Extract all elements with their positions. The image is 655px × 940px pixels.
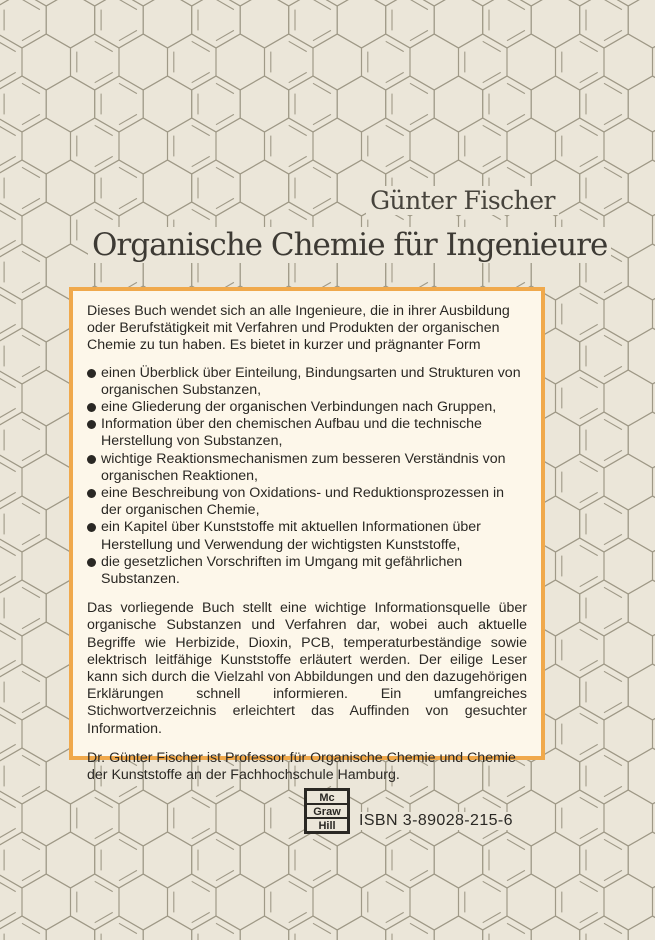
hexagon-shape	[507, 118, 556, 174]
hexagon-shape	[95, 832, 144, 888]
hexagon-shape	[289, 160, 338, 216]
hexagon-shape	[628, 496, 655, 552]
feature-text: eine Gliederung der organischen Verbindungen nach Gruppen,	[101, 399, 497, 416]
hexagon-shape	[313, 34, 362, 90]
hexagon-shape	[410, 874, 459, 930]
hexagon-shape	[362, 0, 411, 6]
hexagon-shape	[386, 0, 435, 48]
feature-text: einen Überblick über Einteilung, Bindungsarten und Strukturen von organischen Substanzen,	[101, 364, 521, 398]
hexagon-shape	[556, 538, 605, 594]
hexagon-shape	[556, 454, 605, 510]
hexagon-shape	[556, 790, 605, 846]
feature-item	[87, 519, 527, 553]
hexagon-shape	[628, 916, 655, 940]
hexagon-shape	[386, 832, 435, 888]
hexagon-shape	[95, 0, 144, 48]
hexagon-shape	[531, 916, 580, 940]
hexagon-shape	[143, 76, 192, 132]
double-bond-line	[119, 0, 137, 10]
hexagon-shape	[483, 76, 532, 132]
hexagon-shape	[459, 34, 508, 90]
hexagon-shape	[386, 916, 435, 940]
hexagon-shape	[240, 0, 289, 48]
hexagon-shape	[265, 34, 314, 90]
hexagon-shape	[22, 286, 71, 342]
hexagon-shape	[580, 160, 629, 216]
hexagon-shape	[71, 790, 120, 846]
hexagon-shape	[192, 916, 241, 940]
author-name: Günter Fischer	[366, 186, 559, 215]
hexagon-shape	[0, 370, 22, 426]
hexagon-shape	[362, 874, 411, 930]
svg-text:Mc: Mc	[319, 792, 335, 804]
hexagon-shape	[386, 76, 435, 132]
hexagon-shape	[434, 76, 483, 132]
hexagon-shape	[531, 76, 580, 132]
hexagon-shape	[240, 916, 289, 940]
double-bond-line	[22, 0, 40, 10]
hexagon-shape	[628, 580, 655, 636]
hexagon-shape	[95, 160, 144, 216]
hexagon-shape	[119, 790, 168, 846]
hexagon-shape	[46, 76, 94, 132]
hexagon-shape	[0, 118, 22, 174]
hexagon-shape	[22, 202, 71, 258]
hexagon-shape	[71, 34, 120, 90]
hexagon-shape	[313, 874, 362, 930]
hexagon-shape	[604, 370, 653, 426]
bullet-icon	[87, 523, 96, 532]
hexagon-shape	[628, 748, 655, 804]
hexagon-shape	[192, 160, 241, 216]
feature-item	[87, 416, 527, 450]
feature-item	[87, 554, 527, 588]
hexagon-shape	[95, 916, 144, 940]
hexagon-shape	[337, 76, 386, 132]
hexagon-shape	[46, 916, 94, 940]
hexagon-shape	[289, 0, 338, 48]
hexagon-shape	[628, 0, 655, 48]
hexagon-shape	[0, 874, 22, 930]
hexagon-shape	[556, 874, 605, 930]
hexagon-shape	[604, 538, 653, 594]
hexagon-shape	[22, 118, 71, 174]
hexagon-shape	[46, 832, 94, 888]
hexagon-shape	[265, 874, 314, 930]
hexagon-shape	[628, 664, 655, 720]
hexagon-shape	[434, 916, 483, 940]
hexagon-shape	[143, 832, 192, 888]
book-title: Organische Chemie für Ingenieure	[88, 227, 611, 263]
hexagon-shape	[168, 790, 217, 846]
isbn-number: ISBN 3-89028-215-6	[356, 812, 516, 830]
hexagon-shape	[22, 538, 71, 594]
hexagon-shape	[71, 118, 120, 174]
hexagon-shape	[0, 34, 22, 90]
hexagon-shape	[362, 118, 411, 174]
double-bond-line	[507, 0, 525, 10]
hexagon-shape	[604, 790, 653, 846]
hexagon-shape	[0, 202, 22, 258]
hexagon-shape	[434, 832, 483, 888]
hexagon-shape	[556, 118, 605, 174]
double-bond-line	[216, 0, 234, 10]
hexagon-shape	[216, 790, 265, 846]
hexagon-shape	[22, 370, 71, 426]
hexagon-shape	[556, 706, 605, 762]
description-paragraph: Das vorliegende Buch stellt eine wichtige Informationsquelle über organische Substanzen und Verfahren dar, wobei auch aktuelle Begriffe wie Herbizide, Dioxin, PCB, temperaturbeständige sowie elektrisch leitfähige Kunststoffe erläutert werden. Der eilige Leser kann sich durch die Vielzahl von Abbildungen und den dazugehörigen Erklärungen schnell informieren. Ein umfangreiches Stichwortverzeichnis erleichtert das Auffinden von gesuchter Information.	[87, 600, 527, 737]
hexagon-shape	[337, 916, 386, 940]
hexagon-shape	[483, 916, 532, 940]
feature-item	[87, 365, 527, 399]
hexagon-shape	[168, 0, 217, 6]
hexagon-shape	[0, 454, 22, 510]
hexagon-shape	[604, 118, 653, 174]
hexagon-shape	[628, 328, 655, 384]
hexagon-shape	[483, 0, 532, 48]
hexagon-shape	[362, 34, 411, 90]
feature-text: ein Kapitel über Kunststoffe mit aktuellen Informationen über Herstellung und Verwendung der wichtigsten Kunststoffe,	[101, 519, 481, 553]
blurb-box	[69, 287, 545, 784]
hexagon-shape	[580, 916, 629, 940]
hexagon-shape	[531, 0, 580, 48]
hexagon-shape	[410, 34, 459, 90]
hexagon-shape	[289, 76, 338, 132]
feature-item	[87, 485, 527, 519]
hexagon-shape	[46, 160, 94, 216]
hexagon-shape	[71, 874, 120, 930]
hexagon-shape	[46, 0, 94, 48]
hexagon-shape	[337, 832, 386, 888]
hexagon-shape	[192, 0, 241, 48]
bullet-icon	[87, 420, 96, 429]
hexagon-shape	[507, 874, 556, 930]
author-bio: Dr. Günter Fischer ist Professor für Organische Chemie und Chemie der Kunststoffe an der Fachhochschule Hamburg.	[87, 749, 516, 784]
hexagon-shape	[556, 286, 605, 342]
hexagon-shape	[556, 34, 605, 90]
hexagon-shape	[580, 664, 629, 720]
feature-list	[87, 365, 527, 589]
hexagon-shape	[580, 412, 629, 468]
hexagon-shape	[265, 0, 314, 6]
svg-text:Graw: Graw	[313, 806, 341, 818]
hexagon-shape	[240, 160, 289, 216]
bullet-icon	[87, 455, 96, 464]
feature-text: eine Beschreibung von Oxidations- und Reduktionsprozessen in der organischen Chemie,	[101, 485, 505, 519]
hexagon-shape	[168, 34, 217, 90]
hexagon-shape	[71, 0, 120, 6]
hexagon-shape	[192, 76, 241, 132]
hexagon-shape	[556, 370, 605, 426]
hexagon-shape	[289, 832, 338, 888]
hexagon-shape	[22, 454, 71, 510]
hexagon-shape	[216, 34, 265, 90]
hexagon-shape	[628, 832, 655, 888]
hexagon-shape	[95, 76, 144, 132]
hexagon-shape	[119, 874, 168, 930]
hexagon-shape	[143, 916, 192, 940]
hexagon-shape	[289, 916, 338, 940]
hexagon-shape	[0, 622, 22, 678]
hexagon-shape	[410, 118, 459, 174]
hexagon-shape	[459, 0, 508, 6]
hexagon-shape	[580, 0, 629, 48]
hexagon-shape	[337, 0, 386, 48]
double-bond-line	[410, 0, 428, 10]
hexagon-shape	[434, 0, 483, 48]
hexagon-shape	[556, 0, 605, 6]
bullet-icon	[87, 369, 96, 378]
hexagon-shape	[628, 244, 655, 300]
hexagon-shape	[240, 832, 289, 888]
hexagon-shape	[604, 874, 653, 930]
hexagon-shape	[313, 118, 362, 174]
feature-item	[87, 399, 527, 416]
hexagon-shape	[580, 76, 629, 132]
hexagon-shape	[628, 76, 655, 132]
feature-text: die gesetzlichen Vorschriften im Umgang mit gefährlichen Substanzen.	[101, 553, 463, 588]
hexagon-shape	[0, 706, 22, 762]
hexagon-shape	[580, 328, 629, 384]
hexagon-shape	[531, 832, 580, 888]
hexagon-shape	[22, 34, 71, 90]
hexagon-shape	[507, 34, 556, 90]
hexagon-shape	[0, 538, 22, 594]
hexagon-shape	[22, 790, 71, 846]
hexagon-shape	[604, 454, 653, 510]
hexagon-shape	[0, 0, 46, 48]
svg-text:Hill: Hill	[318, 820, 336, 832]
hexagon-shape	[22, 622, 71, 678]
feature-text: wichtige Reaktionsmechanismen zum besseren Verständnis von organischen Reaktionen,	[101, 450, 506, 484]
hexagon-shape	[265, 118, 314, 174]
hexagon-shape	[459, 118, 508, 174]
hexagon-shape	[143, 0, 192, 48]
hexagon-shape	[0, 916, 46, 940]
hexagon-shape	[483, 832, 532, 888]
hexagon-shape	[119, 34, 168, 90]
hexagon-shape	[556, 622, 605, 678]
double-bond-line	[604, 0, 622, 10]
hexagon-shape	[168, 118, 217, 174]
hexagon-shape	[459, 874, 508, 930]
hexagon-shape	[0, 790, 22, 846]
feature-item	[87, 451, 527, 485]
hexagon-shape	[628, 160, 655, 216]
hexagon-shape	[604, 622, 653, 678]
hexagon-shape	[604, 286, 653, 342]
hexagon-shape	[192, 832, 241, 888]
hexagon-shape	[119, 118, 168, 174]
bullet-icon	[87, 489, 96, 498]
hexagon-shape	[580, 496, 629, 552]
hexagon-shape	[22, 874, 71, 930]
hexagon-shape	[0, 286, 22, 342]
hexagon-shape	[604, 34, 653, 90]
hexagon-shape	[604, 706, 653, 762]
feature-text: Information über den chemischen Aufbau und die technische Herstellung von Substanzen,	[101, 416, 482, 450]
hexagon-shape	[168, 874, 217, 930]
hexagon-shape	[216, 874, 265, 930]
bullet-icon	[87, 403, 96, 412]
mcgraw-hill-logo	[304, 788, 350, 834]
hexagon-shape	[580, 748, 629, 804]
hexagon-shape	[628, 412, 655, 468]
hexagon-shape	[580, 832, 629, 888]
hexagon-shape	[580, 580, 629, 636]
hexagon-shape	[216, 118, 265, 174]
hexagon-shape	[240, 76, 289, 132]
double-bond-line	[313, 0, 331, 10]
hexagon-shape	[22, 706, 71, 762]
intro-paragraph: Dieses Buch wendet sich an alle Ingenieure, die in ihrer Ausbildung oder Berufstätigkeit mit Verfahren und Produkten der organischen Chemie zu tun haben. Es bietet in kurzer und prägnanter Form	[87, 303, 510, 354]
hexagon-shape	[143, 160, 192, 216]
bullet-icon	[87, 558, 96, 567]
